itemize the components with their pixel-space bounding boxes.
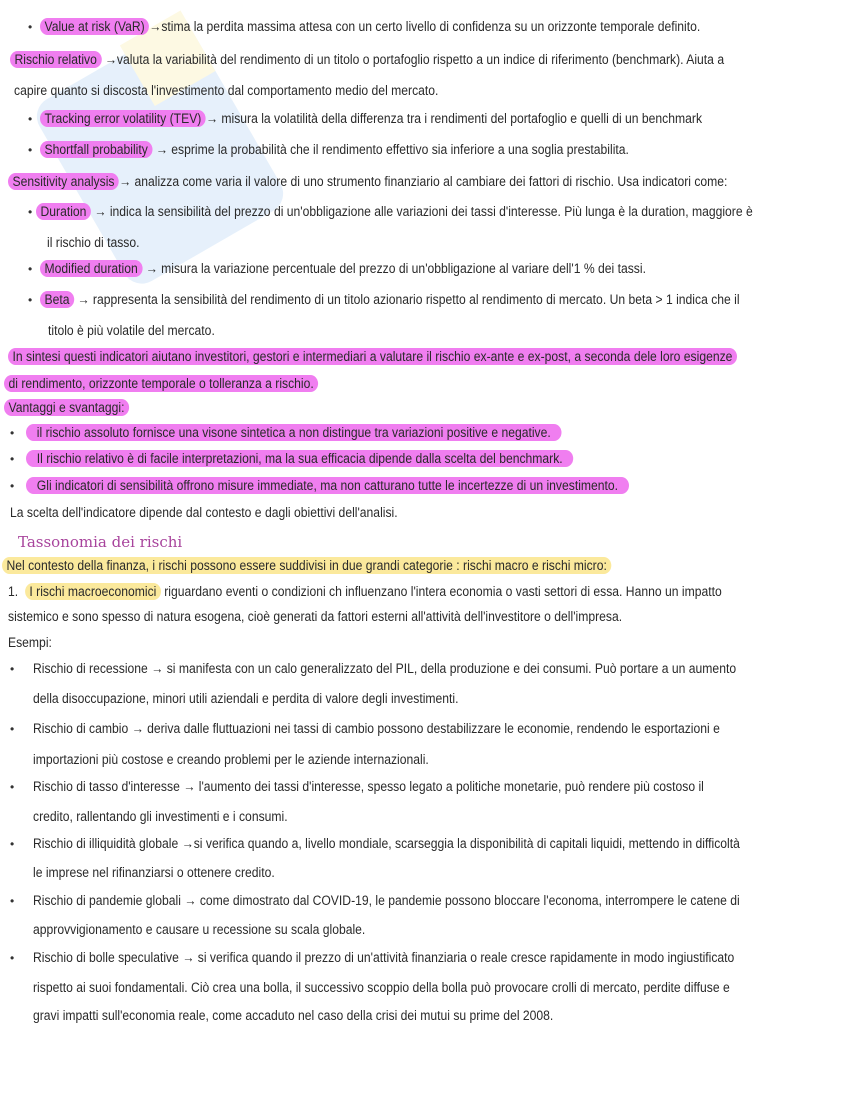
definition: → indica la sensibilità del prezzo di un'obbligazione alle variazioni dei tassi d'interesse. Più lunga è la duration, maggiore è <box>90 204 753 219</box>
definition: →stima la perdita massima attesa con un certo livello di confidenza su un orizzonte temporale definito. <box>149 19 701 34</box>
term-highlight: Rischio relativo <box>10 51 101 68</box>
bullet: • <box>28 143 33 157</box>
item-highlight: Gli indicatori di sensibilità offrono misure immediate, ma non catturano tutte le incertezze di un investimento. <box>26 477 629 494</box>
item-highlight: Il rischio relativo è di facile interpretazioni, ma la sua efficacia dipende dalla scelta del benchmark. <box>26 450 573 467</box>
yellow-highlight: I rischi macroeconomici <box>25 583 161 600</box>
summary-highlight: In sintesi questi indicatori aiutano investitori, gestori e intermediari a valutare il rischio ex-ante e ex-post, a seconda dele loro esigenze <box>8 348 737 365</box>
example-line: della disoccupazione, minori utili aziendali e perdita di valore degli investimenti. <box>33 691 459 706</box>
section-heading: Tassonomia dei rischi <box>18 533 183 551</box>
shortfall-line <box>40 141 629 159</box>
text-line: La scelta dell'indicatore dipende dal contesto e dagli obiettivi dell'analisi. <box>10 505 398 520</box>
pros-cons-title <box>4 399 129 417</box>
term-highlight: Shortfall probability <box>40 141 152 158</box>
yellow-highlight: Nel contesto della finanza, i rischi possono essere suddivisi in due grandi categorie : rischi macro e rischi micro: <box>2 557 611 574</box>
text-line: il rischio di tasso. <box>47 235 140 250</box>
intro-line <box>2 557 611 575</box>
modified-duration-line <box>40 260 646 278</box>
definition: → rappresenta la sensibilità del rendimento di un titolo azionario rispetto al rendimento di mercato. Un beta > 1 indica che il <box>74 292 740 307</box>
definition: →valuta la variabilità del rendimento di un titolo o portafoglio rispetto a un indice di riferimento (benchmark). Aiuta a <box>101 52 725 67</box>
bullet: • <box>28 262 33 276</box>
bullet: • <box>10 780 15 794</box>
example-line: rispetto ai suoi fondamentali. Ciò crea una bolla, il successivo scoppio della bolla può provocare crolli di mercato, perdite diffuse e <box>33 980 730 995</box>
sensitivity-line <box>8 173 727 191</box>
bullet: • <box>28 205 33 219</box>
relative-risk-line <box>10 51 724 69</box>
duration-line <box>36 203 753 221</box>
text-line: capire quanto si discosta l'investimento dal comportamento medio del mercato. <box>14 83 439 98</box>
var-line <box>40 18 700 36</box>
term-highlight: Sensitivity analysis <box>8 173 119 190</box>
example-line: Rischio di bolle speculative → si verifica quando il prezzo di un'attività finanziaria o reale cresce rapidamente in modo ingiustificato <box>33 950 735 965</box>
example-line: importazioni più costose e creando problemi per le aziende internazionali. <box>33 752 429 767</box>
term-highlight: Tracking error volatility (TEV) <box>40 110 206 127</box>
definition: → analizza come varia il valore di uno strumento finanziario al cambiare dei fattori di rischio. Usa indicatori come: <box>118 174 728 189</box>
tev-line <box>40 110 702 128</box>
bullet: • <box>10 452 15 466</box>
text-line: sistemico e sono spesso di natura esogena, cioè generati da fattori esterni all'attività dell'investitore o dell'impresa. <box>8 609 623 624</box>
list-number: 1. <box>8 584 19 599</box>
example-line: gravi impatti sull'economia reale, come accaduto nel caso della crisi dei mutui su prime del 2008. <box>33 1008 554 1023</box>
example-line: credito, rallentando gli investimenti e i consumi. <box>33 809 288 824</box>
bullet: • <box>10 951 15 965</box>
bullet: • <box>28 20 33 34</box>
macro-line <box>8 583 722 601</box>
text-line: Esempi: <box>8 635 52 650</box>
example-line: Rischio di illiquidità globale →si verifica quando a, livello mondiale, scarseggia la disponibilità di capitali liquidi, mettendo in difficoltà <box>33 836 740 851</box>
example-line: Rischio di recessione → si manifesta con un calo generalizzato del PIL, della produzione e dei consumi. Può portare a un aumento <box>33 661 737 676</box>
bullet: • <box>10 426 15 440</box>
bullet: • <box>10 894 15 908</box>
pros-cons-item <box>26 424 562 442</box>
summary-highlight: di rendimento, orizzonte temporale o tolleranza a rischio. <box>4 375 318 392</box>
example-line: Rischio di pandemie globali → come dimostrato dal COVID-19, le pandemie possono bloccare l'economa, interrompere le catene di <box>33 893 740 908</box>
bullet: • <box>10 479 15 493</box>
summary-line <box>8 348 737 366</box>
pros-cons-item <box>26 450 573 468</box>
bullet: • <box>10 722 15 736</box>
example-line: le imprese nel rifinanziarsi o ottenere credito. <box>33 865 275 880</box>
example-line: Rischio di cambio → deriva dalle fluttuazioni nei tassi di cambio possono destabilizzare le economie, rendendo le esportazioni e <box>33 721 720 736</box>
example-line: Rischio di tasso d'interesse → l'aumento dei tassi d'interesse, spesso legato a politiche monetarie, può rendere più costoso il <box>33 779 704 794</box>
title-highlight: Vantaggi e svantaggi: <box>4 399 129 416</box>
definition: → misura la variazione percentuale del prezzo di un'obbligazione al variare dell'1 % dei tassi. <box>142 261 646 276</box>
example-line: approvvigionamento e causare u recessione su scala globale. <box>33 922 366 937</box>
term-highlight: Beta <box>40 291 74 308</box>
pros-cons-item <box>26 477 629 495</box>
term-highlight: Modified duration <box>40 260 142 277</box>
bullet: • <box>28 293 33 307</box>
definition: → esprime la probabilità che il rendimento effettivo sia inferiore a una soglia prestabilita. <box>152 142 629 157</box>
term-highlight: Duration <box>36 203 91 220</box>
term-highlight: Value at risk (VaR) <box>40 18 149 35</box>
bullet: • <box>10 837 15 851</box>
definition: → misura la volatilità della differenza tra i rendimenti del portafoglio e quelli di un benchmark <box>205 111 703 126</box>
text-line: titolo è più volatile del mercato. <box>48 323 215 338</box>
definition: riguardano eventi o condizioni ch influenzano l'intera economia o vasti settori di essa. Hanno un impatto <box>160 584 722 599</box>
bullet: • <box>28 112 33 126</box>
item-highlight: il rischio assoluto fornisce una visone sintetica a non distingue tra variazioni positive e negative. <box>26 424 562 441</box>
summary-line <box>4 375 318 393</box>
bullet: • <box>10 662 15 676</box>
beta-line <box>40 291 740 309</box>
